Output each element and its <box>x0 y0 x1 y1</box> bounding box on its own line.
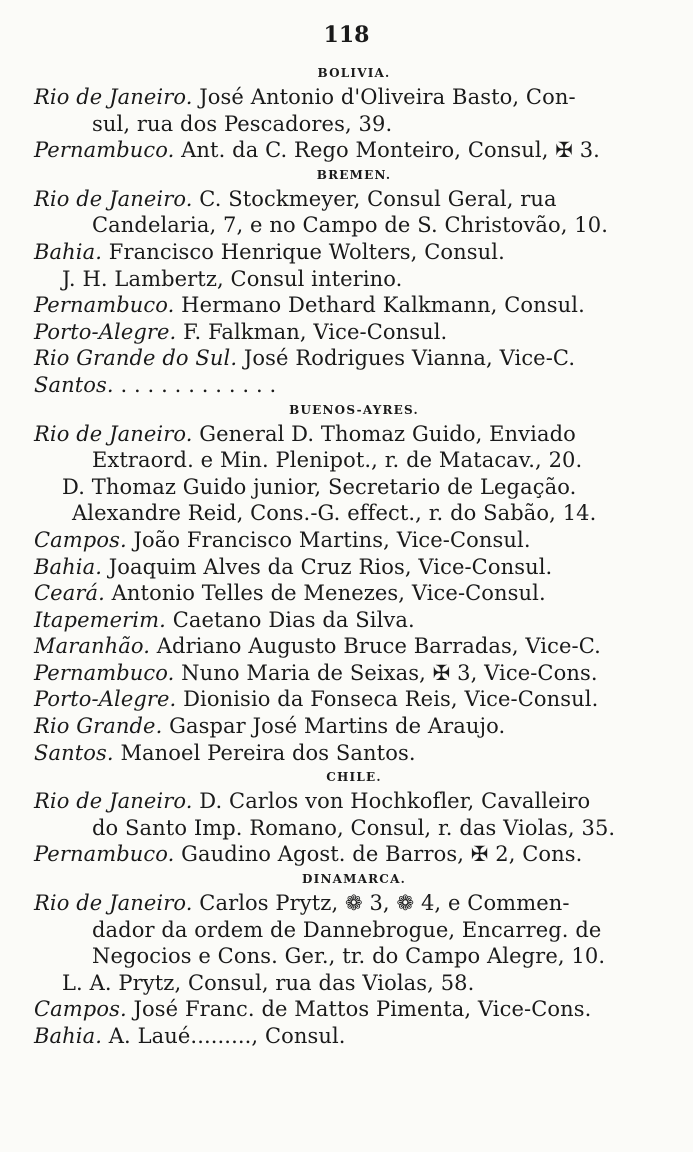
entry-text: dador da ordem de Dannebrogue, Encarreg. de <box>92 917 602 942</box>
entry-line <box>34 137 634 164</box>
place-name: Pernambuco. <box>34 138 175 163</box>
entry-text: Alexandre Reid, Cons.-G. effect., r. do Sabão, 14. <box>72 501 597 526</box>
entry-line <box>34 890 634 917</box>
directory-entry <box>34 292 634 319</box>
entry-line <box>34 633 634 660</box>
entry-text: Dionisio da Fonseca Reis, Vice-Consul. <box>183 687 599 712</box>
place-name: Porto-Alegre. <box>34 687 177 712</box>
directory-entry <box>34 474 634 527</box>
directory-entry <box>34 713 634 740</box>
entry-text: Nuno Maria de Seixas, ✠ 3, Vice-Cons. <box>181 660 598 685</box>
place-name: Porto-Alegre. <box>34 319 177 344</box>
entry-text: Manoel Pereira dos Santos. <box>120 740 416 765</box>
directory-entry <box>34 527 634 554</box>
place-name: Pernambuco. <box>34 842 175 867</box>
directory-entry <box>34 239 634 266</box>
entry-line <box>34 345 634 372</box>
place-name: Pernambuco. <box>34 660 175 685</box>
directory-entry <box>34 607 634 634</box>
place-name: Bahia. <box>34 554 102 579</box>
entry-line <box>34 996 634 1023</box>
entry-line <box>34 970 634 997</box>
entry-line <box>34 686 634 713</box>
place-name: Maranhão. <box>34 634 151 659</box>
directory-entry <box>34 633 634 660</box>
entry-text: Antonio Telles de Menezes, Vice-Consul. <box>111 581 546 606</box>
entry-text: Negocios e Cons. Ger., tr. do Campo Alegre, 10. <box>92 944 606 969</box>
entry-line <box>34 740 634 767</box>
section-heading: DINAMARCA. <box>302 872 406 887</box>
directory-content <box>34 62 634 1050</box>
entry-line <box>34 212 634 239</box>
entry-text: José Franc. de Mattos Pimenta, Vice-Cons. <box>133 997 592 1022</box>
entry-text: do Santo Imp. Romano, Consul, r. das Violas, 35. <box>92 815 616 840</box>
directory-entry <box>34 266 634 293</box>
entry-line <box>34 1023 634 1050</box>
directory-entry <box>34 970 634 997</box>
entry-line <box>34 421 634 448</box>
directory-entry <box>34 1023 634 1050</box>
place-name: Bahia. <box>34 1024 102 1048</box>
place-name: Campos. <box>34 527 127 552</box>
place-name: Campos. <box>34 997 127 1022</box>
place-name: Rio de Janeiro. <box>34 891 193 916</box>
place-name: Rio de Janeiro. <box>34 186 193 211</box>
entry-line <box>34 111 634 138</box>
entry-text: Joaquim Alves da Cruz Rios, Vice-Consul. <box>108 554 553 579</box>
entry-line <box>34 554 634 581</box>
entry-text: Ant. da C. Rego Monteiro, Consul, ✠ 3. <box>181 138 600 163</box>
entry-text: Adriano Augusto Bruce Barradas, Vice-C. <box>156 634 601 659</box>
entry-line <box>34 917 634 944</box>
directory-entry <box>34 372 634 399</box>
place-name: Rio de Janeiro. <box>34 85 193 109</box>
entry-text: General D. Thomaz Guido, Enviado <box>199 421 576 446</box>
entry-line <box>34 815 634 842</box>
entry-text: D. Thomaz Guido junior, Secretario de Legação. <box>62 474 577 499</box>
entry-text: Carlos Prytz, ❁ 3, ❁ 4, e Commen- <box>199 891 570 916</box>
entry-text: sul, rua dos Pescadores, 39. <box>92 111 393 136</box>
entry-text: . . . . . . . . . . . . <box>120 372 277 397</box>
directory-entry <box>34 345 634 372</box>
entry-text: Gaspar José Martins de Araujo. <box>169 714 506 739</box>
entry-text: C. Stockmeyer, Consul Geral, rua <box>199 186 557 211</box>
directory-entry <box>34 740 634 767</box>
place-name: Pernambuco. <box>34 293 175 318</box>
section-heading: CHILE. <box>326 770 382 785</box>
entry-line <box>34 447 634 474</box>
entry-text: F. Falkman, Vice-Consul. <box>183 319 448 344</box>
entry-line <box>34 580 634 607</box>
page-number: 118 <box>323 22 370 48</box>
entry-line <box>34 319 634 346</box>
entry-text: D. Carlos von Hochkofler, Cavalleiro <box>199 789 591 814</box>
place-name: Ceará. <box>34 581 105 606</box>
directory-entry <box>34 84 634 137</box>
entry-text: Hermano Dethard Kalkmann, Consul. <box>181 293 585 318</box>
entry-line <box>34 292 634 319</box>
entry-line <box>34 500 634 527</box>
place-name: Santos. <box>34 372 114 397</box>
place-name: Santos. <box>34 740 114 765</box>
entry-line <box>34 713 634 740</box>
directory-entry <box>34 137 634 164</box>
entry-text: Caetano Dias da Silva. <box>172 607 415 632</box>
entry-text: A. Laué........., Consul. <box>108 1024 346 1048</box>
directory-entry <box>34 421 634 474</box>
entry-line <box>34 660 634 687</box>
entry-text: J. H. Lambertz, Consul interino. <box>62 266 403 291</box>
entry-line <box>34 239 634 266</box>
section-heading: BREMEN. <box>316 167 392 182</box>
entry-text: José Antonio d'Oliveira Basto, Con- <box>199 85 576 109</box>
entry-line <box>34 186 634 213</box>
directory-entry <box>34 319 634 346</box>
directory-entry <box>34 660 634 687</box>
directory-entry <box>34 788 634 841</box>
directory-entry <box>34 580 634 607</box>
entry-line <box>34 266 634 293</box>
directory-entry <box>34 686 634 713</box>
place-name: Itapemerim. <box>34 607 166 632</box>
entry-line <box>34 474 634 501</box>
entry-text: José Rodrigues Vianna, Vice-C. <box>243 346 576 371</box>
entry-line <box>34 788 634 815</box>
directory-entry <box>34 890 634 970</box>
entry-line <box>34 84 634 111</box>
entry-text: Francisco Henrique Wolters, Consul. <box>108 239 505 264</box>
place-name: Rio Grande do Sul. <box>34 346 238 371</box>
entry-text: Extraord. e Min. Plenipot., r. de Matacav., 20. <box>92 448 583 473</box>
entry-line <box>34 607 634 634</box>
directory-entry <box>34 841 634 868</box>
entry-line <box>34 841 634 868</box>
place-name: Bahia. <box>34 239 102 264</box>
entry-line <box>34 527 634 554</box>
section-heading: BOLIVIA. <box>317 66 391 80</box>
section-heading: BUENOS-AYRES. <box>289 402 419 417</box>
entry-text: Gaudino Agost. de Barros, ✠ 2, Cons. <box>181 842 583 867</box>
entry-text: Candelaria, 7, e no Campo de S. Christovão, 10. <box>92 213 608 238</box>
directory-entry <box>34 186 634 239</box>
place-name: Rio de Janeiro. <box>34 421 193 446</box>
entry-text: L. A. Prytz, Consul, rua das Violas, 58. <box>62 970 475 995</box>
entry-line <box>34 372 634 399</box>
entry-line <box>34 943 634 970</box>
directory-entry <box>34 996 634 1023</box>
entry-text: João Francisco Martins, Vice-Consul. <box>133 527 531 552</box>
place-name: Rio de Janeiro. <box>34 789 193 814</box>
directory-entry <box>34 554 634 581</box>
place-name: Rio Grande. <box>34 714 163 739</box>
